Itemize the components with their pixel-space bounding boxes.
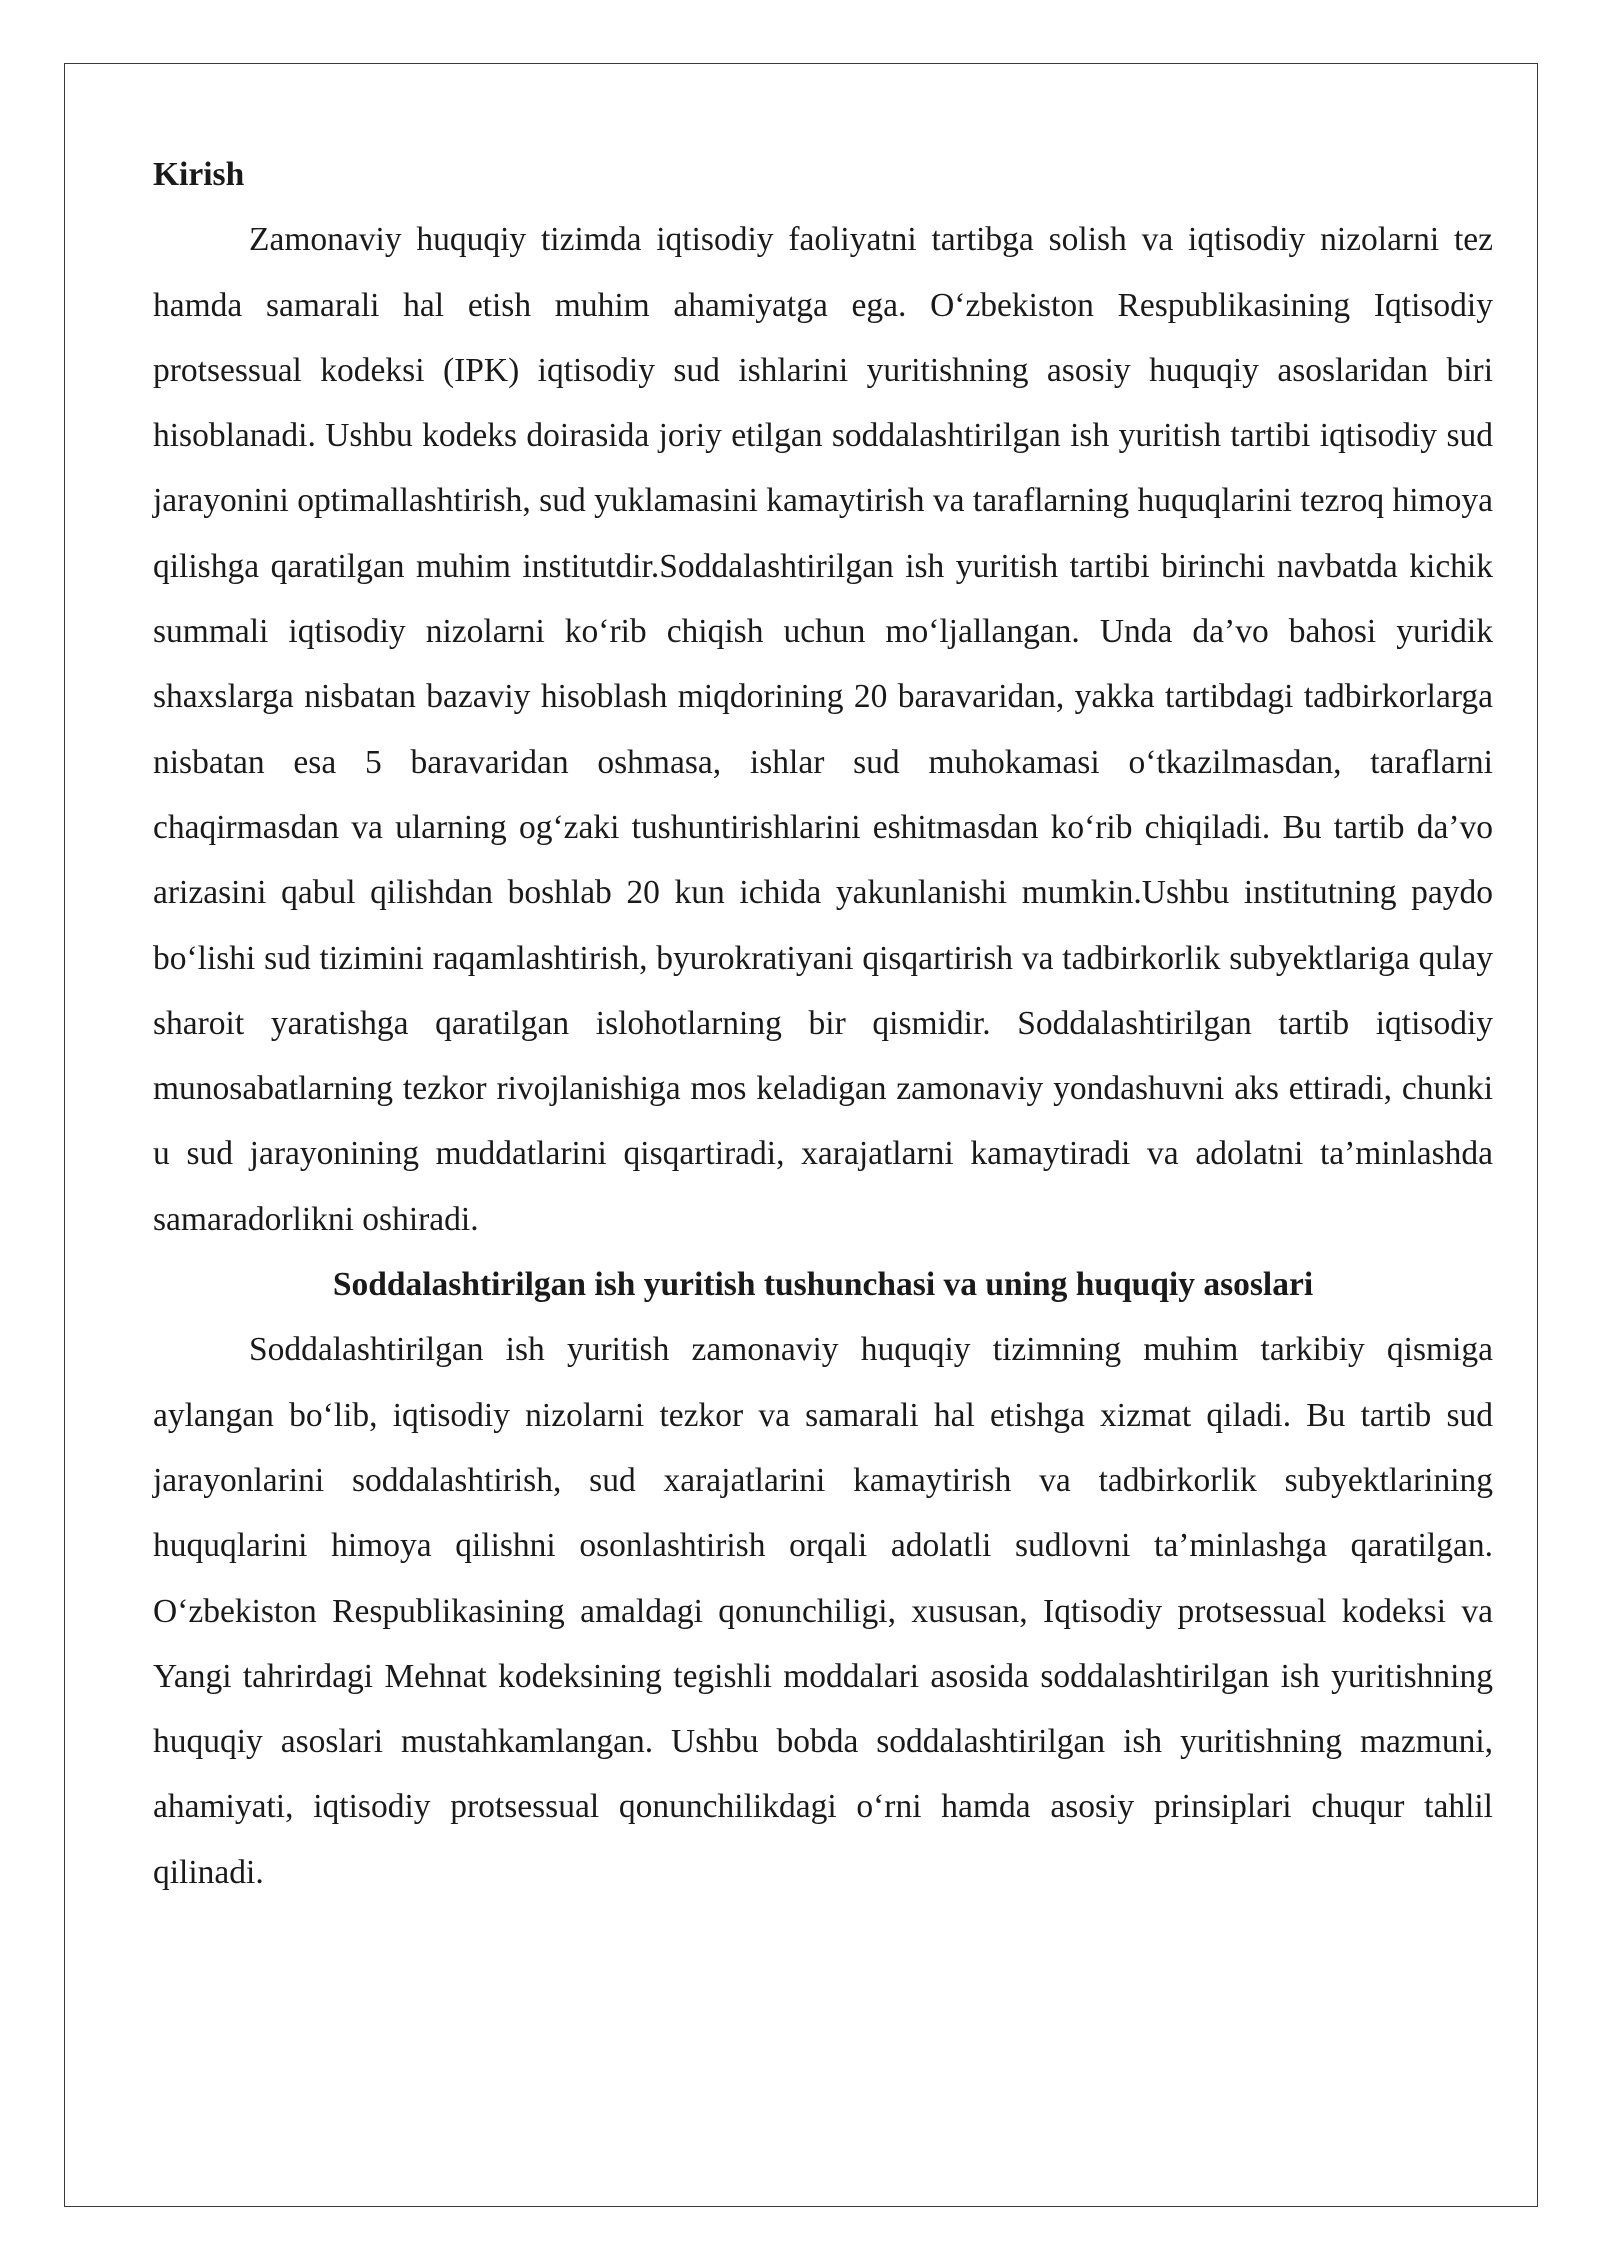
section-paragraph: Soddalashtirilgan ish yuritish zamonaviy huquqiy tizimning muhim tarkibiy qismiga aylangan bo‘lib, iqtisodiy nizolarni tezkor va samarali hal etishga xizmat qiladi. Bu tartib sud jarayonlarini soddalashtirish, sud xarajatlarini kamaytirish va tadbirkorlik subyektlarining huquqlarini himoya qilishni osonlashtirish orqali adolatli sudlovni ta’minlashga qaratilgan. O‘zbekiston Respublikasining amaldagi qonunchiligi, xususan, Iqtisodiy protsessual kodeksi va Yangi tahrirdagi Mehnat kodeksining tegishli moddalari asosida soddalashtirilgan ish yuritishning huquqiy asoslari mustahkamlangan. Ushbu bobda soddalashtirilgan ish yuritishning mazmuni, ahamiyati, iqtisodiy protsessual qonunchilikdagi o‘rni hamda asosiy prinsiplari chuqur tahlil qilinadi.: [153, 1331, 1493, 1891]
intro-heading: Kirish: [153, 156, 245, 193]
document-body: [153, 142, 1493, 1905]
intro-paragraph: Zamonaviy huquqiy tizimda iqtisodiy faoliyatni tartibga solish va iqtisodiy nizolarni tez hamda samarali hal etish muhim ahamiyatga ega. O‘zbekiston Respublikasining Iqtisodiy protsessual kodeksi (IPK) iqtisodiy sud ishlarini yuritishning asosiy huquqiy asoslaridan biri hisoblanadi. Ushbu kodeks doirasida joriy etilgan soddalashtirilgan ish yuritish tartibi iqtisodiy sud jarayonini optimallashtirish, sud yuklamasini kamaytirish va taraflarning huquqlarini tezroq himoya qilishga qaratilgan muhim institutdir.Soddalashtirilgan ish yuritish tartibi birinchi navbatda kichik summali iqtisodiy nizolarni ko‘rib chiqish uchun mo‘ljallangan. Unda da’vo bahosi yuridik shaxslarga nisbatan bazaviy hisoblash miqdorining 20 baravaridan, yakka tartibdagi tadbirkorlarga nisbatan esa 5 baravaridan oshmasa, ishlar sud muhokamasi o‘tkazilmasdan, taraflarni chaqirmasdan va ularning og‘zaki tushuntirishlarini eshitmasdan ko‘rib chiqiladi. Bu tartib da’vo arizasini qabul qilishdan boshlab 20 kun ichida yakunlanishi mumkin.Ushbu institutning paydo bo‘lishi sud tizimini raqamlashtirish, byurokratiyani qisqartirish va tadbirkorlik subyektlariga qulay sharoit yaratishga qaratilgan islohotlarning bir qismidir. Soddalashtirilgan tartib iqtisodiy munosabatlarning tezkor rivojlanishiga mos keladigan zamonaviy yondashuvni aks ettiradi, chunki u sud jarayonining muddatlarini qisqartiradi, xarajatlarni kamaytiradi va adolatni ta’minlashda samaradorlikni oshiradi.: [153, 221, 1493, 1238]
section-heading: Soddalashtirilgan ish yuritish tushunchasi va uning huquqiy asoslari: [332, 1266, 1314, 1304]
